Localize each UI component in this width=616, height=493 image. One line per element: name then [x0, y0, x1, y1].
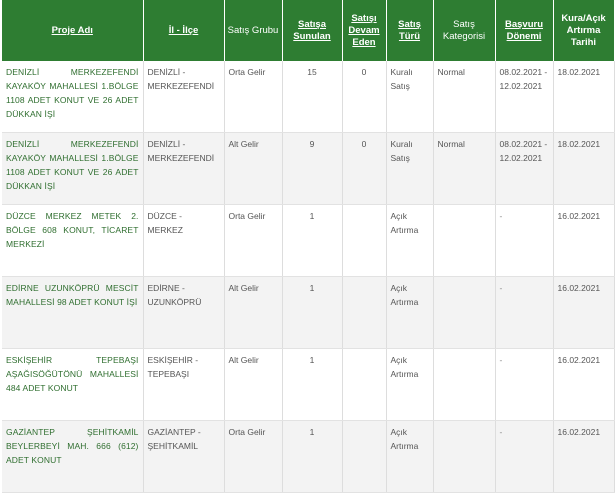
header-satisi-devam-eden[interactable]: Satışı Devam Eden — [342, 0, 386, 61]
cell-basvuru-donemi: - — [495, 277, 553, 349]
cell-satisi-devam-eden: 0 — [342, 133, 386, 205]
cell-satis-turu: Açık Artırma — [386, 205, 433, 277]
cell-satisi-devam-eden — [342, 277, 386, 349]
table-row — [2, 133, 614, 205]
cell-tarih: 16.02.2021 — [553, 205, 614, 277]
cell-satisa-sunulan: 1 — [282, 421, 342, 493]
header-kura-acik-artirma-tarihi: Kura/Açık Artırma Tarihi — [553, 0, 614, 61]
table-row — [2, 205, 614, 277]
cell-satis-kategorisi: Normal — [433, 133, 495, 205]
cell-proje-adi: DENİZLİ MERKEZEFENDİ KAYAKÖY MAHALLESİ 1.BÖLGE 1108 ADET KONUT VE 26 ADET DÜKKAN İŞİ — [2, 61, 143, 133]
cell-satisi-devam-eden — [342, 205, 386, 277]
cell-satisa-sunulan: 1 — [282, 349, 342, 421]
cell-tarih: 18.02.2021 — [553, 61, 614, 133]
cell-satis-turu: Kuralı Satış — [386, 133, 433, 205]
cell-satis-turu: Kuralı Satış — [386, 61, 433, 133]
header-satis-kategorisi: Satış Kategorisi — [433, 0, 495, 61]
cell-basvuru-donemi: 08.02.2021 - 12.02.2021 — [495, 61, 553, 133]
cell-proje-adi: EDİRNE UZUNKÖPRÜ MESCİT MAHALLESİ 98 ADET KONUT İŞİ — [2, 277, 143, 349]
cell-satis-kategorisi — [433, 349, 495, 421]
cell-satisi-devam-eden — [342, 349, 386, 421]
cell-il-ilce: DENİZLİ - MERKEZEFENDİ — [143, 133, 224, 205]
cell-satisa-sunulan: 9 — [282, 133, 342, 205]
header-satis-turu[interactable]: Satış Türü — [386, 0, 433, 61]
cell-satisa-sunulan: 15 — [282, 61, 342, 133]
cell-satis-turu: Açık Artırma — [386, 349, 433, 421]
cell-basvuru-donemi: - — [495, 349, 553, 421]
cell-tarih: 16.02.2021 — [553, 277, 614, 349]
cell-satis-grubu: Alt Gelir — [224, 277, 282, 349]
table-row — [2, 277, 614, 349]
sales-table — [2, 0, 615, 493]
cell-satisa-sunulan: 1 — [282, 205, 342, 277]
header-il-ilce[interactable]: İl - İlçe — [143, 0, 224, 61]
cell-satis-kategorisi: Normal — [433, 61, 495, 133]
cell-il-ilce: GAZİANTEP - ŞEHİTKAMİL — [143, 421, 224, 493]
cell-proje-adi: DÜZCE MERKEZ METEK 2. BÖLGE 608 KONUT, TİCARET MERKEZİ — [2, 205, 143, 277]
table-header-row — [2, 0, 614, 61]
cell-satis-grubu: Orta Gelir — [224, 205, 282, 277]
cell-proje-adi: DENİZLİ MERKEZEFENDİ KAYAKÖY MAHALLESİ 1.BÖLGE 1108 ADET KONUT VE 26 ADET DÜKKAN İŞİ — [2, 133, 143, 205]
cell-tarih: 18.02.2021 — [553, 133, 614, 205]
cell-il-ilce: ESKİŞEHİR - TEPEBAŞI — [143, 349, 224, 421]
cell-il-ilce: DÜZCE - MERKEZ — [143, 205, 224, 277]
cell-satis-grubu: Alt Gelir — [224, 133, 282, 205]
cell-satis-kategorisi — [433, 277, 495, 349]
table-row — [2, 349, 614, 421]
cell-basvuru-donemi: - — [495, 205, 553, 277]
header-proje-adi[interactable]: Proje Adı — [2, 0, 143, 61]
cell-satis-grubu: Orta Gelir — [224, 61, 282, 133]
cell-satis-grubu: Alt Gelir — [224, 349, 282, 421]
table-row — [2, 61, 614, 133]
header-basvuru-donemi[interactable]: Başvuru Dönemi — [495, 0, 553, 61]
cell-basvuru-donemi: 08.02.2021 - 12.02.2021 — [495, 133, 553, 205]
cell-tarih: 16.02.2021 — [553, 349, 614, 421]
cell-proje-adi: GAZİANTEP ŞEHİTKAMİL BEYLERBEYİ MAH. 666 (612) ADET KONUT — [2, 421, 143, 493]
cell-proje-adi: ESKİŞEHİR TEPEBAŞI AŞAĞISÖĞÜTÖNÜ MAHALLESİ 484 ADET KONUT — [2, 349, 143, 421]
cell-satis-grubu: Orta Gelir — [224, 421, 282, 493]
cell-tarih: 16.02.2021 — [553, 421, 614, 493]
cell-il-ilce: DENİZLİ - MERKEZEFENDİ — [143, 61, 224, 133]
cell-il-ilce: EDİRNE - UZUNKÖPRÜ — [143, 277, 224, 349]
cell-satis-kategorisi — [433, 205, 495, 277]
cell-satisa-sunulan: 1 — [282, 277, 342, 349]
header-satis-grubu: Satış Grubu — [224, 0, 282, 61]
cell-satis-turu: Açık Artırma — [386, 421, 433, 493]
cell-satisi-devam-eden: 0 — [342, 61, 386, 133]
header-satisa-sunulan[interactable]: Satışa Sunulan — [282, 0, 342, 61]
cell-satis-turu: Açık Artırma — [386, 277, 433, 349]
cell-basvuru-donemi: - — [495, 421, 553, 493]
